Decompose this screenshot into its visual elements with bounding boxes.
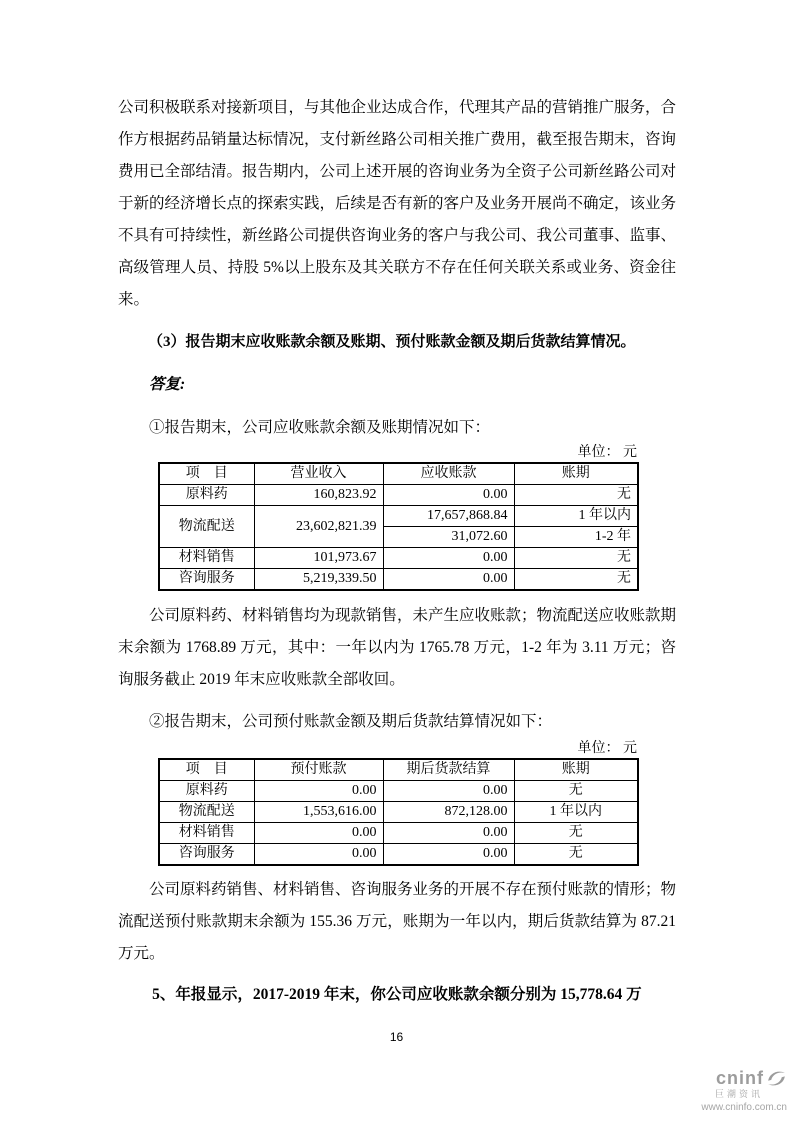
cell-prepaid: 1,553,616.00 xyxy=(254,802,383,823)
cell-receivable: 17,657,868.84 xyxy=(383,506,514,527)
table-row xyxy=(159,823,638,844)
table-header-receivable: 应收账款 xyxy=(383,463,514,485)
table-header-revenue: 营业收入 xyxy=(254,463,383,485)
cell-term: 无 xyxy=(514,781,638,802)
cninfo-logo-row xyxy=(667,1068,787,1089)
cell-item: 物流配送 xyxy=(159,506,254,548)
table-row xyxy=(159,506,638,527)
cell-term: 无 xyxy=(514,485,638,506)
table-header-settlement: 期后货款结算 xyxy=(383,759,514,781)
cell-term: 1 年以内 xyxy=(514,802,638,823)
table-row xyxy=(159,548,638,569)
cell-item: 原料药 xyxy=(159,781,254,802)
cell-settlement: 0.00 xyxy=(383,823,514,844)
cell-settlement: 0.00 xyxy=(383,781,514,802)
receivables-table xyxy=(158,462,639,591)
cell-revenue: 160,823.92 xyxy=(254,485,383,506)
cell-item: 材料销售 xyxy=(159,823,254,844)
cell-revenue: 5,219,339.50 xyxy=(254,569,383,591)
cell-item: 物流配送 xyxy=(159,802,254,823)
paragraph-prepayments-note: 公司原料药销售、材料销售、咨询服务业务的开展不存在预付账款的情形；物流配送预付账款期末余额为 155.36 万元，账期为一年以内，期后货款结算为 87.21 万元。 xyxy=(118,881,677,962)
document-content xyxy=(118,0,676,1011)
cninfo-brand-chinese: 巨潮资讯 xyxy=(714,1089,763,1099)
table-header-item: 项 目 xyxy=(159,463,254,485)
reply-label: 答复: xyxy=(149,376,186,393)
sub-item-1-intro: ①报告期末，公司应收账款余额及账期情况如下： xyxy=(149,419,491,436)
heading-item-3: （3）报告期末应收账款余额及账期、预付账款金额及期后货款结算情况。 xyxy=(148,334,636,350)
cell-revenue: 101,973.67 xyxy=(254,548,383,569)
heading-question-5: 5、年报显示，2017-2019 年末，你公司应收账款余额分别为 15,778.64 万 xyxy=(152,986,642,1003)
sub-item-2-intro: ②报告期末，公司预付账款金额及期后货款结算情况如下： xyxy=(149,713,553,730)
cell-prepaid: 0.00 xyxy=(254,781,383,802)
paragraph-consulting-business: 公司积极联系对接新项目，与其他企业达成合作，代理其产品的营销推广服务，合作方根据药品销量达标情况，支付新丝路公司相关推广费用，截至报告期末，咨询费用已全部结清。报告期内，公司上述开展的咨询业务为全资子公司新丝路公司对于新的经济增长点的探索实践，后续是否有新的客户及业务开展尚不确定，该业务不具有可持续性，新丝路公司提供咨询业务的客户与我公司、我公司董事、监事、高级管理人员、持股 5%以上股东及其关联方不存在任何关联关系或业务、资金往来。 xyxy=(118,99,677,308)
cell-term: 1-2 年 xyxy=(514,527,638,548)
table-header-prepaid: 预付账款 xyxy=(254,759,383,781)
cninfo-brand-text: cninf xyxy=(716,1067,764,1088)
cell-term: 无 xyxy=(514,844,638,866)
table-row xyxy=(159,844,638,866)
table-row xyxy=(159,781,638,802)
cell-receivable: 31,072.60 xyxy=(383,527,514,548)
cninfo-url: www.cninfo.com.cn xyxy=(701,1101,787,1113)
cell-term: 无 xyxy=(514,823,638,844)
table-header-term: 账期 xyxy=(514,759,638,781)
cell-item: 咨询服务 xyxy=(159,569,254,591)
cell-prepaid: 0.00 xyxy=(254,823,383,844)
table-header-row xyxy=(159,463,638,485)
table-header-term: 账期 xyxy=(514,463,638,485)
cell-term: 无 xyxy=(514,569,638,591)
table-header-item: 项 目 xyxy=(159,759,254,781)
table-row xyxy=(159,802,638,823)
cninfo-swirl-icon xyxy=(766,1068,787,1089)
cell-settlement: 872,128.00 xyxy=(383,802,514,823)
cell-settlement: 0.00 xyxy=(383,844,514,866)
cell-term: 1 年以内 xyxy=(514,506,638,527)
table-header-row xyxy=(159,759,638,781)
cell-prepaid: 0.00 xyxy=(254,844,383,866)
prepayments-table xyxy=(158,758,639,866)
cell-item: 材料销售 xyxy=(159,548,254,569)
paragraph-receivables-note: 公司原料药、材料销售均为现款销售，未产生应收账款；物流配送应收账款期末余额为 1768.89 万元，其中：一年以内为 1765.78 万元，1-2 年为 3.11 万元；咨询服务截止 2019 年末应收账款全部收回。 xyxy=(118,607,677,688)
cell-receivable: 0.00 xyxy=(383,548,514,569)
cell-term: 无 xyxy=(514,548,638,569)
unit-label-2: 单位： 元 xyxy=(577,741,637,756)
cell-receivable: 0.00 xyxy=(383,485,514,506)
unit-label-1: 单位： 元 xyxy=(577,445,637,460)
cell-receivable: 0.00 xyxy=(383,569,514,591)
cell-item: 原料药 xyxy=(159,485,254,506)
page-number: 16 xyxy=(389,1030,404,1044)
cninfo-logo xyxy=(667,1068,787,1113)
cell-revenue: 23,602,821.39 xyxy=(254,506,383,548)
table-row xyxy=(159,485,638,506)
cell-item: 咨询服务 xyxy=(159,844,254,866)
table-row xyxy=(159,569,638,591)
